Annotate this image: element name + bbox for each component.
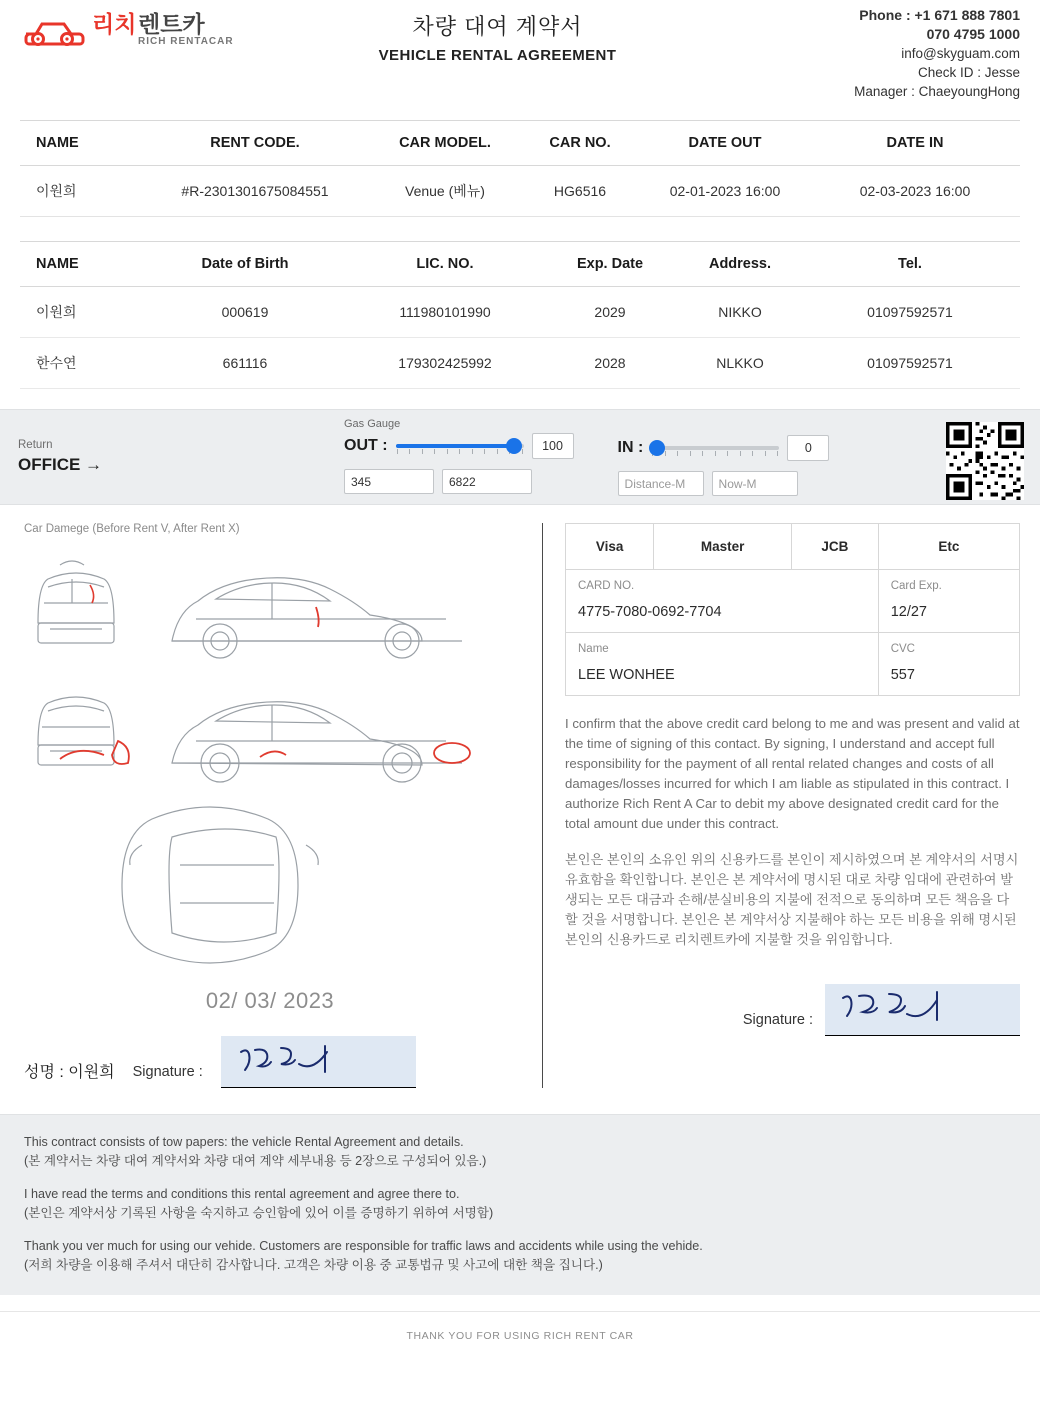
card-number-row [566,570,1020,633]
middle-section [0,505,1040,1088]
document-header [0,0,1040,120]
cell-dob: 661116 [140,338,350,389]
signature-label-right: Signature : [742,1012,813,1028]
card-exp-label: Card Exp. [890,580,942,592]
gas-out-value[interactable]: 100 [532,433,574,459]
gas-in-row [618,435,830,461]
contact-email: info@skyguam.com [901,46,1020,61]
cell-address: NLKKO [680,338,800,389]
gas-gauge-caption: Gas Gauge [344,418,401,430]
title-block [235,6,760,64]
contact-phone-2: 070 4795 1000 [926,26,1020,42]
slider-fill [396,444,514,448]
damage-date: 02/ 03/ 2023 [205,988,335,1013]
card-name-cell[interactable] [566,633,879,696]
terms-text-5: Thank you ver much for using our vehide. Customers are responsible for traffic laws and accidents while using the vehide. [24,1239,703,1253]
card-name-row [566,633,1020,696]
card-brand-row [566,524,1020,570]
signature-field-right[interactable] [825,984,1020,1036]
card-number-value: 4775-7080-0692-7704 [578,604,722,620]
credit-card-table [565,523,1020,696]
driver-table [20,241,1020,389]
gas-out-column [344,418,574,494]
contact-phone: Phone : +1 671 888 7801 [859,7,1020,23]
col-rent-code: RENT CODE. [140,121,370,166]
card-cvc-value: 557 [890,667,915,683]
card-number-cell[interactable] [566,570,879,633]
left-signature-area [20,1036,520,1088]
page-title-ko: 차량 대여 계약서 [412,14,583,39]
gas-out-inputs [344,469,574,494]
return-value[interactable]: OFFICE → [18,455,103,474]
page-title-en: VEHICLE RENTAL AGREEMENT [378,47,617,64]
handwritten-signature-icon [229,1040,349,1084]
terms-line-1 [24,1133,1016,1171]
svg-text:리치: 리치 [92,11,137,37]
qr-code [946,422,1024,505]
col-dob: Date of Birth [140,242,350,287]
company-logo [20,6,235,50]
contact-manager: Manager : ChaeyoungHong [854,84,1020,99]
contact-block [760,6,1020,101]
col-car-no: CAR NO. [520,121,640,166]
column-divider [542,523,543,1088]
cell-tel: 01097592571 [800,287,1020,338]
customer-name-line: 성명 : 이원희 [24,1064,115,1081]
cell-exp-date: 2028 [540,338,680,389]
in-now-field[interactable]: Now-M [712,471,798,496]
card-cvc-label: CVC [890,643,915,655]
card-exp-value: 12/27 [890,604,927,620]
cell-name: 이원희 [20,166,140,217]
terms-text-3: I have read the terms and conditions this rental agreement and agree there to. [24,1187,460,1201]
brand-jcb[interactable]: JCB [792,524,879,570]
right-signature-area [565,984,1020,1036]
footer-thanks: THANK YOU FOR USING RICH RENT CAR [0,1311,1040,1352]
rental-table-wrap [0,120,1040,389]
col-tel: Tel. [800,242,1020,287]
out-now-field[interactable]: 6822 [442,469,532,494]
col-date-in: DATE IN [810,121,1020,166]
gas-in-value[interactable]: 0 [787,435,829,461]
handwritten-signature-icon [833,988,963,1032]
col-address: Address. [680,242,800,287]
table-row [20,338,1020,389]
terms-text-4: (본인은 계약서상 기록된 사항을 숙지하고 승인함에 있어 이를 증명하기 위하여 서명함) [24,1206,494,1220]
slider-ticks [652,451,778,456]
terms-line-2 [24,1185,1016,1223]
card-name-value: LEE WONHEE [578,667,675,683]
brand-etc[interactable]: Etc [878,524,1019,570]
card-cvc-cell[interactable] [878,633,1019,696]
cell-exp-date: 2029 [540,287,680,338]
gas-out-row [344,433,574,459]
col-name: NAME [20,242,140,287]
gas-out-label: OUT : [344,437,388,454]
gas-in-column [618,418,830,496]
slider-ticks [397,449,523,454]
contact-check-id: Check ID : Jesse [917,65,1020,80]
cell-car-no: HG6516 [520,166,640,217]
card-name-label: Name [578,643,609,655]
brand-master[interactable]: Master [654,524,792,570]
col-name: NAME [20,121,140,166]
svg-text:렌트카: 렌트카 [138,11,205,37]
col-car-model: CAR MODEL. [370,121,520,166]
signature-label-left: Signature : [132,1064,203,1080]
signature-field-left[interactable] [221,1036,416,1088]
cell-date-in: 02-03-2023 16:00 [810,166,1020,217]
col-exp-date: Exp. Date [540,242,680,287]
card-number-label: CARD NO. [578,580,635,592]
terms-line-3 [24,1237,1016,1275]
terms-text-1: This contract consists of tow papers: the vehicle Rental Agreement and details. [24,1135,464,1149]
gas-in-label: IN : [617,439,644,456]
qr-code-icon [946,422,1024,500]
damage-note: Car Damege (Before Rent V, After Rent X) [24,523,240,535]
col-date-out: DATE OUT [640,121,810,166]
cell-lic-no: 179302425992 [350,338,540,389]
gas-in-slider[interactable] [651,439,779,457]
terms-text-2: (본 계약서는 차량 대여 계약서와 차량 대여 계약 세부내용 등 2장으로 구성되어 있음.) [24,1154,487,1168]
gas-gauge-bar [0,409,1040,505]
cell-lic-no: 111980101990 [350,287,540,338]
table-header-row [20,121,1020,166]
gas-in-inputs [618,471,830,496]
cell-rent-code: #R-2301301675084551 [140,166,370,217]
table-row [20,166,1020,217]
damage-column [20,523,520,1088]
terms-text-6: (저희 차량을 이용해 주셔서 대단히 감사합니다. 고객은 차량 이용 중 교통법규 및 사고에 대한 책을 집니다.) [24,1258,603,1272]
cell-car-model: Venue (베뉴) [370,166,520,217]
slider-thumb[interactable] [506,438,522,454]
brand-visa[interactable]: Visa [566,524,654,570]
rich-rentacar-logo-icon [20,8,235,50]
in-distance-field[interactable]: Distance-M [618,471,704,496]
slider-track [651,446,779,450]
out-distance-field[interactable]: 345 [344,469,434,494]
car-damage-diagram[interactable] [20,545,520,970]
table-row [20,287,1020,338]
rental-table [20,120,1020,217]
car-outline-icon [20,545,490,965]
return-office-block [14,439,344,475]
cell-address: NIKKO [680,287,800,338]
cell-name: 한수연 [20,338,140,389]
authorization-paragraph-ko: 본인은 본인의 소유인 위의 신용카드를 본인이 제시하였으며 본 계약서의 서명시 유효함을 확인합니다. 본인은 본 계약서에 명시된 대로 차량 임대에 관련하여 발생되는 모든 대금과 손해/분실비용의 지불에 전적으로 동의하며 모든 책음을 다할 것을 서명합니다. 본인은 본 계약서상 지불해야 하는 모든 비용을 위해 명시된 본인의 신용카드로 리치렌트카에 지불할 것을 위임합니다. [565,852,1019,947]
authorization-paragraph-en: I confirm that the above credit card belong to me and was present and valid at the time of signing of this contact. By signing, I understand and accept full responsibility for the payment of all rental related changes and costs of all damages/losses incurred for which I am liable as stipulated in this contract. I authorize Rich Rent A Car to debit my above designated credit card for the total amount due under this contract. [565,716,1020,831]
table-header-row [20,242,1020,287]
gas-out-slider[interactable] [396,437,524,455]
cell-dob: 000619 [140,287,350,338]
svg-text:RICH RENTACAR: RICH RENTACAR [138,36,234,47]
terms-block [0,1114,1040,1295]
card-column [565,523,1020,1088]
cell-name: 이원희 [20,287,140,338]
return-label: Return [18,439,53,451]
card-exp-cell[interactable] [878,570,1019,633]
cell-tel: 01097592571 [800,338,1020,389]
gauge-group [344,418,1026,496]
col-lic-no: LIC. NO. [350,242,540,287]
cell-date-out: 02-01-2023 16:00 [640,166,810,217]
